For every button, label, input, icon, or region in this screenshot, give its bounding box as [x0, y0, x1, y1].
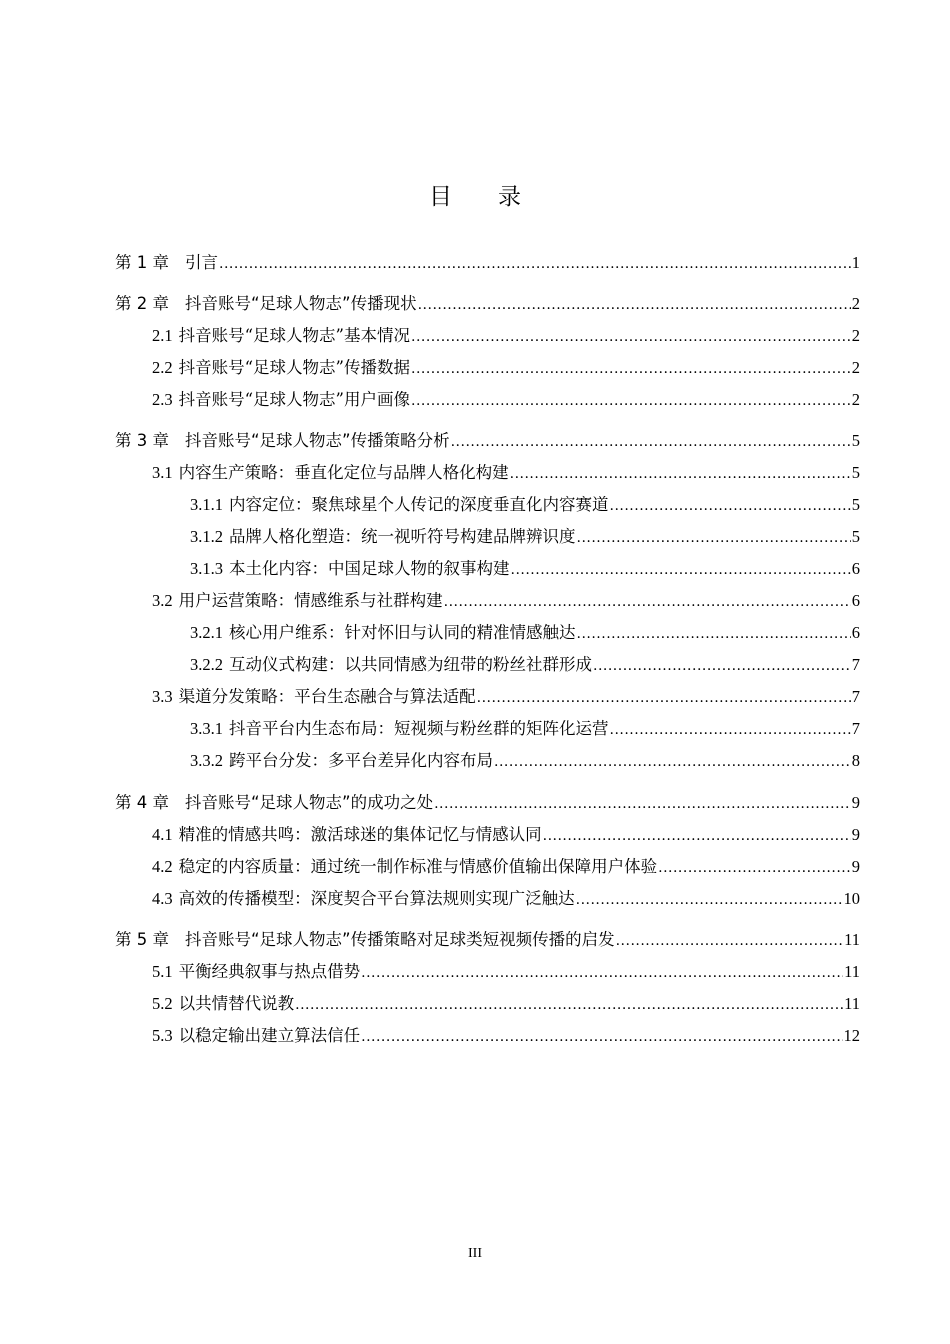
toc-entry-text: 抖音账号“足球人物志”的成功之处: [185, 793, 434, 812]
toc-entry-text: 渠道分发策略：平台生态融合与算法适配: [178, 687, 476, 706]
dot-leader: [511, 562, 851, 578]
toc-entry-text: 抖音账号“足球人物志”用户画像: [178, 390, 410, 409]
dot-leader: [411, 361, 851, 377]
toc-entry-page: 7: [851, 655, 860, 674]
toc-entry-text: 精准的情感共鸣：激活球迷的集体记忆与情感认同: [178, 825, 542, 844]
page-number: III: [468, 1246, 482, 1261]
toc-entry-3-2-1[interactable]: [0, 619, 950, 643]
toc-entry-2-2[interactable]: [0, 354, 950, 378]
dot-leader: [219, 256, 851, 272]
toc-entry-number: 3.3.2: [190, 751, 223, 770]
toc-entry-number: 4.1: [152, 825, 173, 844]
toc-entry-page: 11: [844, 962, 860, 981]
toc-entry-text: 以稳定输出建立算法信任: [178, 1026, 361, 1045]
toc-entry-page: 5: [851, 463, 860, 482]
toc-entry-text: 内容生产策略：垂直化定位与品牌人格化构建: [178, 463, 509, 482]
dot-leader: [593, 658, 851, 674]
toc-entry-number: 第 3 章: [115, 431, 169, 450]
toc-entry-text: 内容定位：聚焦球星个人传记的深度垂直化内容赛道: [229, 495, 609, 514]
toc-entry-chapter-4[interactable]: [0, 789, 950, 813]
toc-entry-page: 5: [851, 431, 860, 450]
toc-entry-page: 9: [851, 857, 860, 876]
toc-entry-chapter-3[interactable]: [0, 427, 950, 451]
toc-entry-text: 平衡经典叙事与热点借势: [178, 962, 361, 981]
dot-leader: [510, 466, 851, 482]
toc-entry-text: 抖音账号“足球人物志”传播策略分析: [185, 431, 450, 450]
dot-leader: [610, 722, 851, 738]
toc-entry-number: 3.1: [152, 463, 173, 482]
toc-entry-number: 第 4 章: [115, 793, 169, 812]
toc-entry-text: 稳定的内容质量：通过统一制作标准与情感价值输出保障用户体验: [178, 857, 658, 876]
toc-entry-text: 跨平台分发：多平台差异化内容布局: [229, 751, 493, 770]
toc-title-char-1: 目: [429, 184, 452, 210]
toc-entry-number: 2.2: [152, 358, 173, 377]
toc-entry-3-3-1[interactable]: [0, 715, 950, 739]
dot-leader: [477, 690, 851, 706]
toc-entry-text: 抖音账号“足球人物志”基本情况: [178, 326, 410, 345]
toc-entry-text: 用户运营策略：情感维系与社群构建: [178, 591, 443, 610]
toc-entry-3-1-3[interactable]: [0, 555, 950, 579]
dot-leader: [411, 329, 851, 345]
toc-entry-number: 3.2.2: [190, 655, 223, 674]
toc-entry-text: 抖音账号“足球人物志”传播现状: [185, 294, 417, 313]
toc-entry-text: 互动仪式构建：以共同情感为纽带的粉丝社群形成: [229, 655, 592, 674]
toc-entry-text: 抖音平台内生态布局：短视频与粉丝群的矩阵化运营: [229, 719, 609, 738]
toc-entry-number: 5.1: [152, 962, 173, 981]
toc-entry-number: 4.2: [152, 857, 173, 876]
dot-leader: [494, 754, 851, 770]
toc-entry-5-1[interactable]: [0, 958, 950, 982]
dot-leader: [543, 828, 851, 844]
toc-entry-page: 5: [851, 495, 860, 514]
dot-leader: [411, 393, 851, 409]
toc-entry-number: 3.1.3: [190, 559, 223, 578]
dot-leader: [577, 626, 851, 642]
toc-entry-page: 9: [851, 793, 860, 812]
dot-leader: [295, 997, 843, 1013]
toc-entry-page: 2: [851, 326, 860, 345]
toc-entry-chapter-2[interactable]: [0, 290, 950, 314]
toc-entry-number: 3.3: [152, 687, 173, 706]
toc-entry-4-1[interactable]: [0, 821, 950, 845]
toc-entry-number: 5.2: [152, 994, 173, 1013]
toc-entry-page: 6: [851, 591, 860, 610]
toc-entry-number: 3.1.1: [190, 495, 223, 514]
toc-entry-page: 1: [851, 253, 860, 272]
toc-entry-text: 本土化内容：中国足球人物的叙事构建: [229, 559, 510, 578]
toc-entry-page: 2: [851, 358, 860, 377]
toc-entry-4-3[interactable]: [0, 885, 950, 909]
toc-entry-3-1-1[interactable]: [0, 491, 950, 515]
toc-entry-page: 11: [844, 994, 860, 1013]
toc-entry-3-3[interactable]: [0, 683, 950, 707]
dot-leader: [418, 297, 851, 313]
toc-entry-page: 5: [851, 527, 860, 546]
toc-entry-number: 第 5 章: [115, 930, 169, 949]
dot-leader: [444, 594, 851, 610]
toc-entry-2-3[interactable]: [0, 386, 950, 410]
toc-entry-text: 品牌人格化塑造：统一视听符号构建品牌辨识度: [229, 527, 576, 546]
dot-leader: [434, 796, 851, 812]
toc-entry-page: 7: [851, 719, 860, 738]
toc-entry-text: 高效的传播模型：深度契合平台算法规则实现广泛触达: [178, 889, 575, 908]
toc-entry-3-1[interactable]: [0, 459, 950, 483]
toc-entry-text: 以共情替代说教: [178, 994, 295, 1013]
toc-entry-number: 2.3: [152, 390, 173, 409]
toc-entry-3-2-2[interactable]: [0, 651, 950, 675]
toc-entry-page: 7: [851, 687, 860, 706]
dot-leader: [451, 434, 851, 450]
toc-entry-text: 抖音账号“足球人物志”传播数据: [178, 358, 410, 377]
toc-entry-number: 3.2: [152, 591, 173, 610]
toc-entry-page: 12: [843, 1026, 860, 1045]
toc-entry-3-3-2[interactable]: [0, 747, 950, 771]
toc-entry-page: 9: [851, 825, 860, 844]
dot-leader: [361, 1029, 842, 1045]
toc-entry-page: 2: [851, 294, 860, 313]
toc-entry-page: 6: [851, 559, 860, 578]
toc-entry-5-3[interactable]: [0, 1022, 950, 1046]
toc-entry-text: 引言: [185, 253, 218, 272]
toc-entry-3-1-2[interactable]: [0, 523, 950, 547]
toc-entry-2-1[interactable]: [0, 322, 950, 346]
toc-entry-page: 8: [851, 751, 860, 770]
toc-entry-3-2[interactable]: [0, 587, 950, 611]
dot-leader: [577, 530, 851, 546]
toc-entry-number: 3.3.1: [190, 719, 223, 738]
toc-entry-number: 第 2 章: [115, 294, 169, 313]
toc-entry-number: 4.3: [152, 889, 173, 908]
toc-entry-text: 抖音账号“足球人物志”传播策略对足球类短视频传播的启发: [185, 930, 615, 949]
toc-entry-number: 2.1: [152, 326, 173, 345]
toc-title-char-2: 录: [498, 184, 521, 210]
toc-entry-chapter-5[interactable]: [0, 926, 950, 950]
dot-leader: [616, 933, 844, 949]
dot-leader: [361, 965, 843, 981]
toc-entry-number: 第 1 章: [115, 253, 169, 272]
toc-entry-page: 10: [843, 889, 860, 908]
toc-entry-4-2[interactable]: [0, 853, 950, 877]
toc-title: [0, 178, 950, 211]
dot-leader: [576, 892, 843, 908]
toc-entry-chapter-1[interactable]: [0, 249, 950, 273]
toc-entry-number: 5.3: [152, 1026, 173, 1045]
toc-entry-text: 核心用户维系：针对怀旧与认同的精准情感触达: [229, 623, 576, 642]
toc-entry-number: 3.2.1: [190, 623, 223, 642]
toc-entry-page: 2: [851, 390, 860, 409]
toc-entry-5-2[interactable]: [0, 990, 950, 1014]
toc-entry-page: 6: [851, 623, 860, 642]
dot-leader: [610, 498, 851, 514]
toc-entry-page: 11: [844, 930, 860, 949]
dot-leader: [658, 860, 851, 876]
toc-entry-number: 3.1.2: [190, 527, 223, 546]
